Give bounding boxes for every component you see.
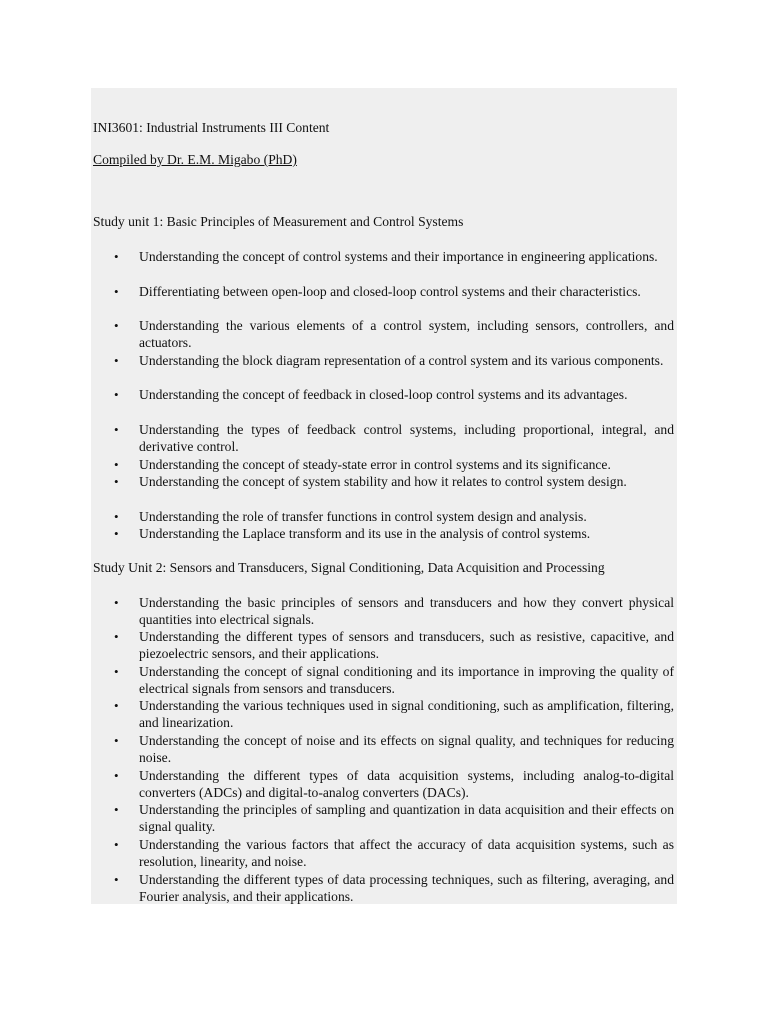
list-item: • Understanding the various techniques used in signal conditioning, such as amplification, filtering, and linearization. xyxy=(114,698,674,730)
list-item: • Understanding the concept of control systems and their importance in engineering applications. xyxy=(114,249,658,264)
bullet-icon: • xyxy=(114,837,119,852)
document-title: INI3601: Industrial Instruments III Content xyxy=(93,120,330,135)
bullet-icon: • xyxy=(114,768,119,783)
list-item: • Understanding the various elements of a control system, including sensors, controllers, and actuators. xyxy=(114,318,674,350)
list-item: • Understanding the different types of data processing techniques, such as filtering, averaging, and Fourier analysis, and their applications. xyxy=(114,872,674,904)
list-item: • Understanding the principles of sampling and quantization in data acquisition and their effects on signal quality. xyxy=(114,802,674,834)
list-item: • Understanding the basic principles of sensors and transducers and how they convert physical quantities into electrical signals. xyxy=(114,595,674,627)
list-item: • Understanding the various factors that affect the accuracy of data acquisition systems, such as resolution, linearity, and noise. xyxy=(114,837,674,869)
bullet-icon: • xyxy=(114,698,119,713)
bullet-icon: • xyxy=(114,526,119,541)
bullet-icon: • xyxy=(114,474,119,489)
bullet-icon: • xyxy=(114,629,119,644)
document-author: Compiled by Dr. E.M. Migabo (PhD) xyxy=(93,152,297,167)
bullet-icon: • xyxy=(114,802,119,817)
list-item: • Differentiating between open-loop and closed-loop control systems and their characteristics. xyxy=(114,284,641,299)
study-unit-2-heading: Study Unit 2: Sensors and Transducers, Signal Conditioning, Data Acquisition and Processing xyxy=(93,560,605,575)
bullet-icon: • xyxy=(114,318,119,333)
list-item: • Understanding the different types of data acquisition systems, including analog-to-digital converters (ADCs) and digital-to-analog converters (DACs). xyxy=(114,768,674,800)
bullet-icon: • xyxy=(114,422,119,437)
list-item: • Understanding the different types of sensors and transducers, such as resistive, capacitive, and piezoelectric sensors, and their applications. xyxy=(114,629,674,661)
list-item: • Understanding the types of feedback control systems, including proportional, integral, and derivative control. xyxy=(114,422,674,454)
list-item: • Understanding the block diagram representation of a control system and its various components. xyxy=(114,353,664,368)
bullet-icon: • xyxy=(114,353,119,368)
bullet-icon: • xyxy=(114,457,119,472)
list-item: • Understanding the concept of steady-state error in control systems and its significance. xyxy=(114,457,611,472)
bullet-icon: • xyxy=(114,387,119,402)
list-item: • Understanding the concept of system stability and how it relates to control system design. xyxy=(114,474,627,489)
bullet-icon: • xyxy=(114,284,119,299)
bullet-icon: • xyxy=(114,733,119,748)
bullet-icon: • xyxy=(114,872,119,887)
bullet-icon: • xyxy=(114,664,119,679)
list-item: • Understanding the concept of feedback in closed-loop control systems and its advantages. xyxy=(114,387,628,402)
list-item: • Understanding the Laplace transform and its use in the analysis of control systems. xyxy=(114,526,591,541)
bullet-icon: • xyxy=(114,249,119,264)
study-unit-1-heading: Study unit 1: Basic Principles of Measurement and Control Systems xyxy=(93,214,464,229)
list-item: • Understanding the role of transfer functions in control system design and analysis. xyxy=(114,509,587,524)
bullet-icon: • xyxy=(114,509,119,524)
list-item: • Understanding the concept of noise and its effects on signal quality, and techniques for reducing noise. xyxy=(114,733,674,765)
list-item: • Understanding the concept of signal conditioning and its importance in improving the quality of electrical signals from sensors and transducers. xyxy=(114,664,674,696)
bullet-icon: • xyxy=(114,595,119,610)
